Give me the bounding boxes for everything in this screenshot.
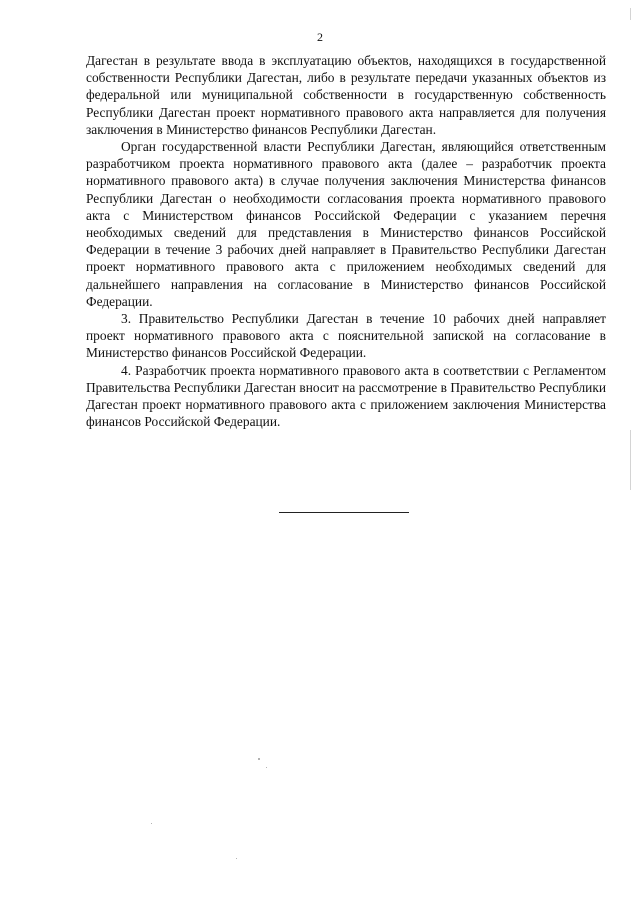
scan-edge-mark [630,430,631,490]
paragraph-item-3: 3. Правительство Республики Дагестан в течение 10 рабочих дней направляет проект нормативного правового акта с пояснительной запиской на согласование в Министерство финансов Российской Федерации. [86,311,606,361]
page-number: 2 [317,30,323,44]
end-of-text-separator-line [279,512,409,513]
scan-speck [236,858,237,859]
paragraph-item-4: 4. Разработчик проекта нормативного правового акта в соответствии с Регламентом Правительства Республики Дагестан вносит на рассмотрение в Правительство Республики Дагестан проект нормативного правового акта с приложением заключения Министерства финансов Российской Федерации. [86,362,606,430]
scan-edge-mark [630,8,631,20]
scan-speck [258,758,260,760]
paragraph-continuation: Дагестан в результате ввода в эксплуатацию объектов, находящихся в государственной собственности Республики Дагестан, либо в результате передачи указанных объектов из федеральной или муниципальной собственности в государственную собственность Республики Дагестан проект нормативного правового акта направляется для получения заключения в Министерство финансов Республики Дагестан. [86,53,606,137]
paragraph-responsible-developer: Орган государственной власти Республики Дагестан, являющийся ответственным разработчиком проекта нормативного правового акта (далее – разработчик проекта нормативного правового акта) в случае получения заключения Министерства финансов Республики Дагестан о необходимости согласования проекта нормативного правового акта с Министерством финансов Российской Федерации с указанием перечня необходимых сведений для представления в Министерство финансов Российской Федерации в течение 3 рабочих дней направляет в Правительство Республики Дагестан проект нормативного правового акта с приложением необходимых сведений для дальнейшего направления на согласование в Министерство финансов Российской Федерации. [86,139,606,309]
scan-speck [266,767,267,768]
scan-speck [151,823,152,824]
document-body [86,52,606,430]
